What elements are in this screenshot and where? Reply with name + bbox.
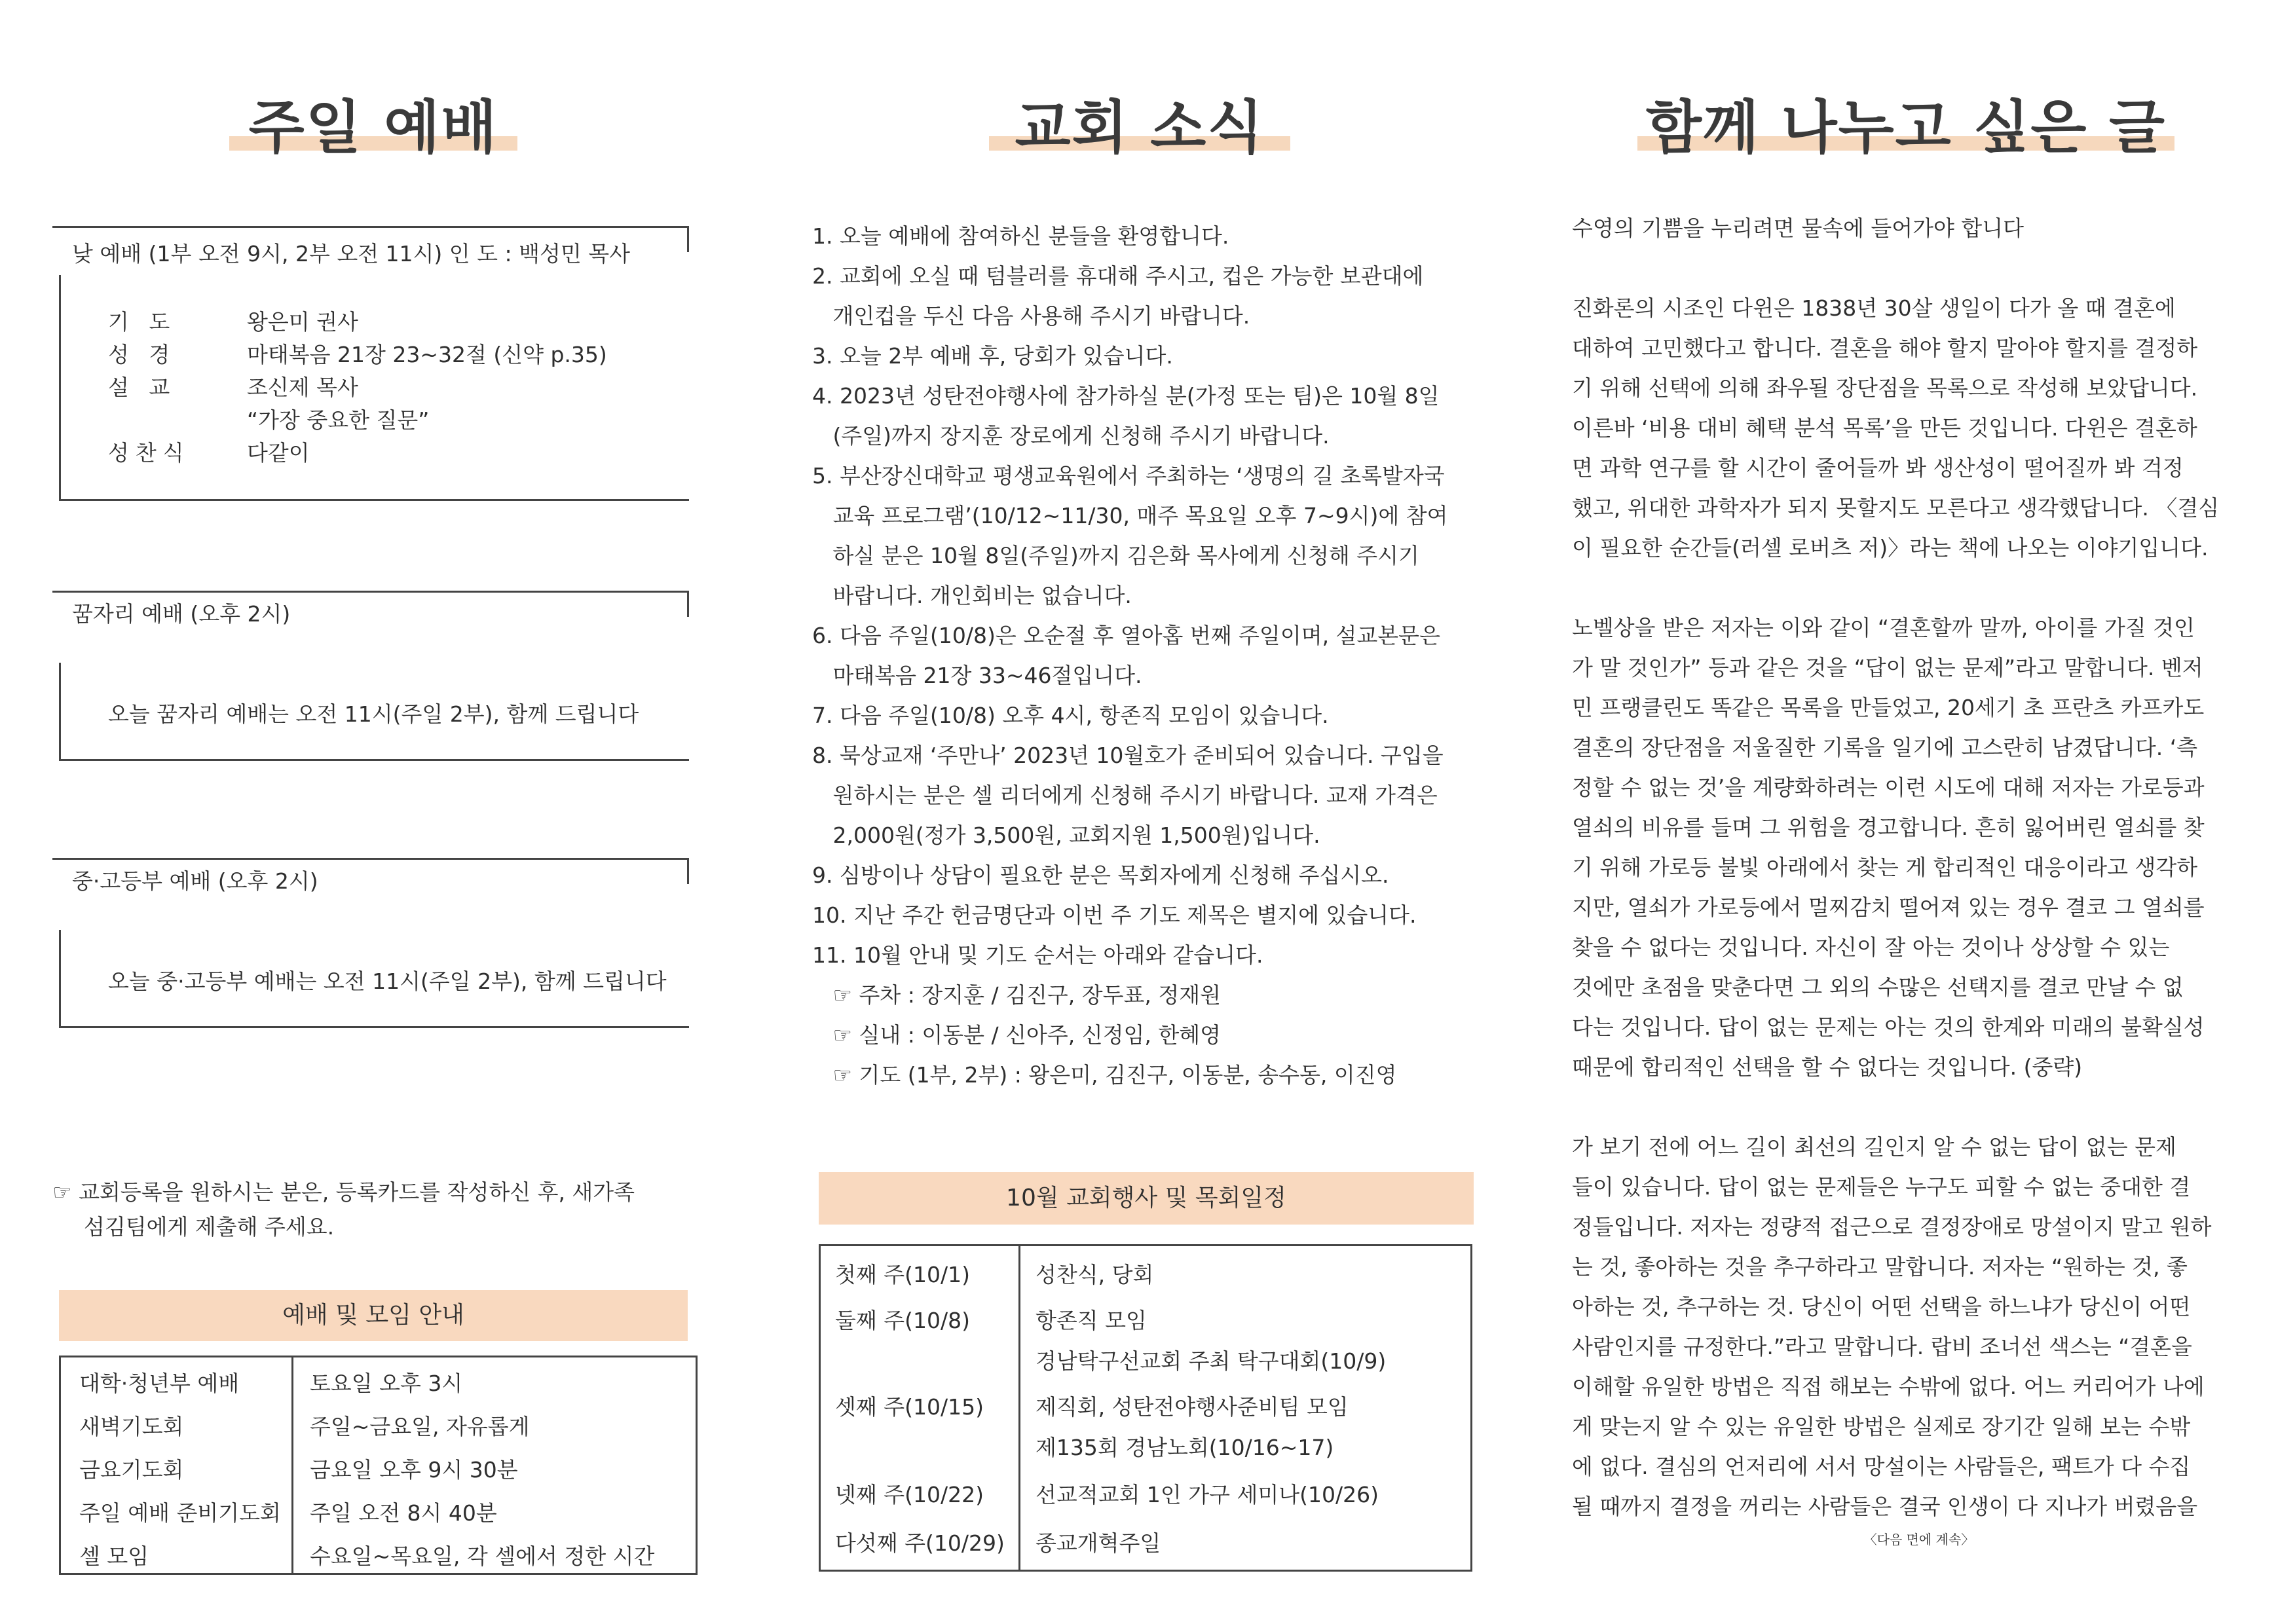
essay-line: 찾을 수 없다는 것입니다. 자신이 잘 아는 것이나 상상할 수 있는 bbox=[1572, 934, 2170, 960]
essay-line: 정들입니다. 저자는 정량적 접근으로 결정장애로 망설이지 말고 원하 bbox=[1572, 1214, 2212, 1240]
essay-line: 대하여 고민했다고 합니다. 결혼을 해야 할지 말아야 할지를 결정하 bbox=[1572, 335, 2198, 361]
essay-line: 열쇠의 비유를 들며 그 위험을 경고합니다. 흔히 잃어버린 열쇠를 찾 bbox=[1572, 815, 2205, 840]
essay-line: 노벨상을 받은 저자는 이와 같이 “결혼할까 말까, 아이를 가질 것인 bbox=[1572, 615, 2195, 640]
news-item: 하실 분은 10월 8일(주일)까지 김은화 목사에게 신청해 주시기 bbox=[812, 543, 1419, 568]
news-item: 10. 지난 주간 헌금명단과 이번 주 기도 제목은 별지에 있습니다. bbox=[812, 902, 1417, 928]
dream-service-text: 오늘 꿈자리 예배는 오전 11시(주일 2부), 함께 드립니다 bbox=[108, 701, 639, 727]
dream-service-title: 꿈자리 예배 (오후 2시) bbox=[72, 601, 291, 627]
youth-service-text: 오늘 중·고등부 예배는 오전 11시(주일 2부), 함께 드립니다 bbox=[108, 969, 667, 994]
essay-line: 면 과학 연구를 할 시간이 줄어들까 봐 생산성이 떨어질까 봐 걱정 bbox=[1572, 455, 2184, 481]
news-item: 4. 2023년 성탄전야행사에 참가하실 분(가정 또는 팀)은 10월 8일 bbox=[812, 383, 1440, 409]
events-title-band: 10월 교회행사 및 목회일정 bbox=[819, 1172, 1474, 1225]
essay-column bbox=[1572, 0, 2266, 1624]
news-item: ☞ 주차 : 장지훈 / 김진구, 장두표, 정재원 bbox=[812, 982, 1221, 1008]
essay-line: 가 말 것인가” 등과 같은 것을 “답이 없는 문제”라고 말합니다. 벤저 bbox=[1572, 655, 2203, 680]
news-item: (주일)까지 장지훈 장로에게 신청해 주시기 바랍니다. bbox=[812, 423, 1330, 449]
essay-line: 들이 있습니다. 답이 없는 문제들은 누구도 피할 수 없는 중대한 결 bbox=[1572, 1174, 2191, 1200]
essay-line: 이 필요한 순간들(러셀 로버츠 저)〉라는 책에 나오는 이야기입니다. bbox=[1572, 535, 2209, 561]
news-heading: 교회 소식 bbox=[1015, 94, 1265, 161]
essay-line: 지만, 열쇠가 가로등에서 멀찌감치 떨어져 있는 경우 결코 그 열쇠를 bbox=[1572, 895, 2205, 920]
news-item: ☞ 기도 (1부, 2부) : 왕은미, 김진구, 이동분, 송수동, 이진영 bbox=[812, 1062, 1397, 1088]
news-item: 11. 10월 안내 및 기도 순서는 아래와 같습니다. bbox=[812, 942, 1263, 968]
essay-line: 에 없다. 결심의 언저리에 서서 망설이는 사람들은, 팩트가 다 수집 bbox=[1572, 1454, 2191, 1479]
essay-subtitle: 수영의 기쁨을 누리려면 물속에 들어가야 합니다 bbox=[1572, 215, 2024, 241]
essay-line: 이른바 ‘비용 대비 혜택 분석 목록’을 만든 것입니다. 다윈은 결혼하 bbox=[1572, 415, 2197, 441]
news-item: 개인컵을 두신 다음 사용해 주시기 바랍니다. bbox=[812, 303, 1250, 329]
guide-title-band: 예배 및 모임 안내 bbox=[59, 1290, 688, 1341]
news-item: 7. 다음 주일(10/8) 오후 4시, 항존직 모임이 있습니다. bbox=[812, 703, 1329, 728]
essay-line: 게 맞는지 알 수 있는 유일한 방법은 실제로 장기간 일해 보는 수밖 bbox=[1572, 1414, 2191, 1439]
table-divider bbox=[291, 1357, 293, 1573]
essay-line: 진화론의 시조인 다윈은 1838년 30살 생일이 다가 올 때 결혼에 bbox=[1572, 295, 2176, 321]
essay-line: 다는 것입니다. 답이 없는 문제는 아는 것의 한계와 미래의 불확실성 bbox=[1572, 1014, 2205, 1040]
essay-heading: 함께 나누고 싶은 글 bbox=[1646, 94, 2166, 161]
essay-line: 결혼의 장단점을 저울질한 기록을 일기에 고스란히 남겼답니다. ‘측 bbox=[1572, 735, 2198, 760]
news-item: 원하시는 분은 셀 리더에게 신청해 주시기 바랍니다. 교재 가격은 bbox=[812, 783, 1438, 808]
news-item: 3. 오늘 2부 예배 후, 당회가 있습니다. bbox=[812, 343, 1173, 369]
registration-notice: 섬김팀에게 제출해 주세요. bbox=[84, 1214, 335, 1240]
essay-line: 이해할 유일한 방법은 직접 해보는 수밖에 없다. 어느 커리어가 나에 bbox=[1572, 1374, 2205, 1399]
news-item: 8. 묵상교재 ‘주만나’ 2023년 10월호가 준비되어 있습니다. 구입을 bbox=[812, 743, 1444, 768]
news-item: 9. 심방이나 상담이 필요한 분은 목회자에게 신청해 주십시오. bbox=[812, 862, 1389, 888]
essay-line: 기 위해 선택에 의해 좌우될 장단점을 목록으로 작성해 보았답니다. bbox=[1572, 375, 2198, 401]
guide-table: 대학·청년부 예배 토요일 오후 3시 새벽기도회 주일~금요일, 자유롭게 금요기도회 금요일 오후 9시 30분 주일 예배 준비기도회 주일 오전 8시 40분 셀 모임 수요일~목요일, 각 셀에서 정한 시간 bbox=[59, 1356, 698, 1575]
news-item: 2. 교회에 오실 때 텀블러를 휴대해 주시고, 컵은 가능한 보관대에 bbox=[812, 263, 1424, 289]
essay-line: 때문에 합리적인 선택을 할 수 없다는 것입니다. (중략) bbox=[1572, 1054, 2083, 1080]
essay-line: 될 때까지 결정을 꺼리는 사람들은 결국 인생이 다 지나가 버렸음을 bbox=[1572, 1494, 2198, 1519]
news-item: 교육 프로그램’(10/12~11/30, 매주 목요일 오후 7~9시)에 참여 bbox=[812, 503, 1448, 528]
essay-line: 민 프랭클린도 똑같은 목록을 만들었고, 20세기 초 프란츠 카프카도 bbox=[1572, 695, 2205, 720]
essay-line: 했고, 위대한 과학자가 되지 못할지도 모른다고 생각했답니다. 〈결심 bbox=[1572, 495, 2220, 521]
day-service-title: 낮 예배 (1부 오전 9시, 2부 오전 11시) 인 도 : 백성민 목사 bbox=[72, 241, 631, 267]
essay-line: 기 위해 가로등 불빛 아래에서 찾는 게 합리적인 대응이라고 생각하 bbox=[1572, 855, 2198, 880]
news-column bbox=[812, 0, 1500, 1624]
essay-line: 정할 수 없는 것’을 계량화하려는 이런 시도에 대해 저자는 가로등과 bbox=[1572, 775, 2205, 800]
news-item: 바랍니다. 개인회비는 없습니다. bbox=[812, 583, 1132, 608]
news-item: 5. 부산장신대학교 평생교육원에서 주최하는 ‘생명의 길 초록발자국 bbox=[812, 463, 1445, 489]
continued-note: 〈다음 면에 계속〉 bbox=[1863, 1532, 1975, 1547]
worship-heading: 주일 예배 bbox=[248, 94, 498, 161]
events-table: 첫째 주(10/1) 성찬식, 당회 둘째 주(10/8) 항존직 모임 경남탁구선교회 주최 탁구대회(10/9) 셋째 주(10/15) 제직회, 성탄전야행사준비팀 모임 제135회 경남노회(10/16~17) 넷째 주(10/22) 선교적교회 1인 가구 세미나(10/26) 다섯째 주(10/29) 종교개혁주일 bbox=[819, 1244, 1472, 1572]
essay-line: 가 보기 전에 어느 길이 최선의 길인지 알 수 없는 답이 없는 문제 bbox=[1572, 1134, 2176, 1160]
news-item: ☞ 실내 : 이동분 / 신아주, 신정임, 한혜영 bbox=[812, 1022, 1221, 1048]
registration-notice: ☞ 교회등록을 원하시는 분은, 등록카드를 작성하신 후, 새가족 bbox=[52, 1179, 635, 1205]
essay-line: 사람인지를 규정한다.”라고 말합니다. 랍비 조너선 색스는 “결혼을 bbox=[1572, 1334, 2192, 1359]
news-item: 1. 오늘 예배에 참여하신 분들을 환영합니다. bbox=[812, 223, 1229, 249]
essay-line: 아하는 것, 추구하는 것. 당신이 어떤 선택을 하느냐가 당신이 어떤 bbox=[1572, 1294, 2191, 1320]
news-item: 마태복음 21장 33~46절입니다. bbox=[812, 663, 1142, 688]
essay-line: 는 것, 좋아하는 것을 추구하라고 말합니다. 저자는 “원하는 것, 좋 bbox=[1572, 1254, 2188, 1280]
youth-service-title: 중·고등부 예배 (오후 2시) bbox=[72, 868, 318, 894]
worship-column: 주일 예배 낮 예배 (1부 오전 9시, 2부 오전 11시) 인 도 : 백성민 목사 기 도 왕은미 권사 성 경 마태복음 21장 23~32절 (신약 p.35) 설 교 조신제 목사 “가장 중요한 질문” 성찬식 다같이 꿈자리 예배 (오후 2시) 오늘 꿈자리 예배는 오전 11시(주일 2부), 함께 드립니다 중·고등부 예배 (오후 2시) 오늘 중·고등부 예배는 오전 11시(주일 2부), 함께 드립니다 ☞ 교회등록을 원하시는 분은, 등록카드를 작성하신 후, 새가족 섬김팀에게 제출해 주세요. 예배 및 모임 안내 대학·청년부 예배 토요일 오후 3시 새벽기도회 주일~금요일, 자유롭게 금요기도회 금요일 오후 9시 30분 주일 예배 준비기도회 주일 오전 8시 40분 셀 모임 수요일~목요일, 각 셀에서 정한 시간 bbox=[52, 0, 707, 1624]
news-item: 6. 다음 주일(10/8)은 오순절 후 열아홉 번째 주일이며, 설교본문은 bbox=[812, 623, 1440, 648]
essay-line: 것에만 초점을 맞춘다면 그 외의 수많은 선택지를 결코 만날 수 없 bbox=[1572, 974, 2184, 1000]
news-item: 2,000원(정가 3,500원, 교회지원 1,500원)입니다. bbox=[812, 822, 1320, 848]
table-divider bbox=[1018, 1246, 1020, 1570]
